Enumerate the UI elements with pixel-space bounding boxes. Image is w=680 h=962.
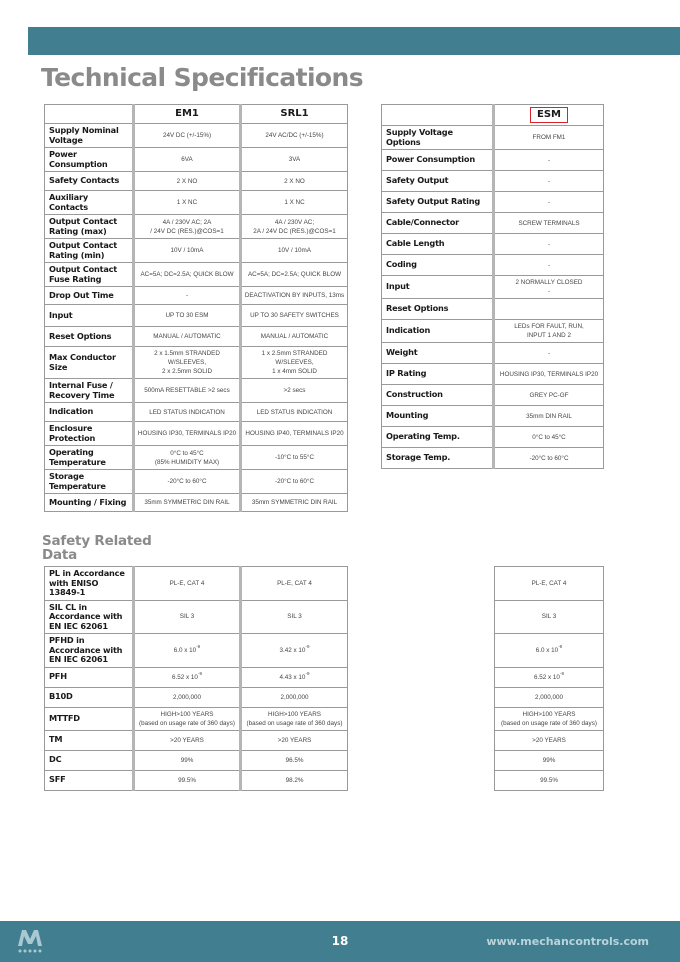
table-row — [382, 320, 604, 343]
table-row — [382, 448, 604, 469]
row-label: Drop Out Time — [45, 287, 134, 305]
table-row — [495, 750, 604, 770]
cell-srl1 — [241, 730, 348, 750]
cell-value: 2,000,000 — [280, 693, 309, 701]
cell-em1: 0°C to 45°C (85% HUMIDITY MAX) — [134, 446, 241, 470]
table-row — [45, 124, 348, 148]
cell-value: SIL 3 — [287, 613, 302, 621]
cell-value: HIGH>100 YEARS (based on usage rate of 360 days) — [139, 710, 235, 727]
row-label: Reset Options — [382, 299, 494, 320]
cell-srl1: MANUAL / AUTOMATIC — [241, 327, 348, 347]
cell-esm: GREY PC-GF — [494, 385, 604, 406]
table-row — [382, 276, 604, 299]
row-label: Internal Fuse / Recovery Time — [45, 379, 134, 403]
cell-em1: - — [134, 287, 241, 305]
cell-value: 99.5% — [178, 776, 196, 784]
table-row — [495, 707, 604, 730]
table-row — [45, 634, 348, 668]
cell-srl1: 10V / 10mA — [241, 239, 348, 263]
cell-value: 98.2% — [285, 776, 304, 784]
row-label: SFF — [45, 770, 134, 790]
cell-esm: - — [494, 234, 604, 255]
cell-value: >20 YEARS — [277, 736, 312, 744]
cell-esm — [495, 634, 604, 668]
row-label: PL in Accordance with ENISO 13849-1 — [45, 567, 134, 601]
cell-esm: 2 NORMALLY CLOSED - — [494, 276, 604, 299]
header-bar — [28, 27, 680, 55]
table-row — [495, 600, 604, 634]
table-row — [45, 667, 348, 687]
cell-esm: HOUSING IP30, TERMINALS IP20 — [494, 364, 604, 385]
column-header-srl1: SRL1 — [241, 105, 348, 124]
row-label: Output Contact Rating (min) — [45, 239, 134, 263]
row-label: Input — [382, 276, 494, 299]
table-row — [495, 667, 604, 687]
corner-cell — [382, 105, 494, 126]
table-row — [382, 255, 604, 276]
cell-esm — [495, 667, 604, 687]
row-label: Cable/Connector — [382, 213, 494, 234]
cell-esm — [495, 707, 604, 730]
cell-value: 4.43 x 10 — [279, 673, 306, 681]
row-label: Power Consumption — [45, 148, 134, 172]
cell-em1: 1 X NC — [134, 191, 241, 215]
cell-em1: LED STATUS INDICATION — [134, 403, 241, 422]
cell-srl1: 4A / 230V AC; 2A / 24V DC (RES.)@COS=1 — [241, 215, 348, 239]
cell-em1: 35mm SYMMETRIC DIN RAIL — [134, 494, 241, 512]
cell-esm: 0°C to 45°C — [494, 427, 604, 448]
cell-value: 6.52 x 10 — [172, 673, 198, 681]
cell-value: PL-E, CAT 4 — [277, 579, 312, 587]
row-label: MTTFD — [45, 707, 134, 730]
row-label: B10D — [45, 687, 134, 707]
table-row — [495, 770, 604, 790]
cell-esm: - — [494, 171, 604, 192]
esm-safety-body — [495, 567, 604, 791]
cell-srl1 — [241, 770, 348, 790]
cell-esm — [495, 750, 604, 770]
cell-em1: 500mA RESETTABLE >2 secs — [134, 379, 241, 403]
cell-value: >20 YEARS — [170, 736, 204, 744]
row-label: Indication — [382, 320, 494, 343]
website-link[interactable]: www.mechancontrols.com — [486, 935, 649, 948]
cell-srl1: 1 X NC — [241, 191, 348, 215]
table-row — [382, 213, 604, 234]
row-label: Mounting — [382, 406, 494, 427]
row-label: Indication — [45, 403, 134, 422]
cell-em1: 24V DC (+/-15%) — [134, 124, 241, 148]
cell-value: 2,000,000 — [534, 693, 563, 701]
table-row — [382, 150, 604, 171]
cell-esm: FROM FM1 — [494, 126, 604, 150]
cell-value: 3.42 x 10 — [279, 646, 306, 654]
cell-em1: 2 X NO — [134, 172, 241, 191]
column-header-em1: EM1 — [134, 105, 241, 124]
cell-em1: HOUSING IP30, TERMINALS IP20 — [134, 422, 241, 446]
cell-srl1 — [241, 687, 348, 707]
cell-value: PL-E, CAT 4 — [531, 579, 567, 587]
exponent: -9 — [197, 670, 202, 676]
cell-em1 — [134, 687, 241, 707]
row-label: Safety Output Rating — [382, 192, 494, 213]
row-label: PFHD in Accordance with EN IEC 62061 — [45, 634, 134, 668]
cell-esm — [495, 567, 604, 601]
table-row — [45, 148, 348, 172]
cell-srl1 — [241, 634, 348, 668]
cell-esm — [495, 687, 604, 707]
table-row — [495, 687, 604, 707]
cell-esm: 35mm DIN RAIL — [494, 406, 604, 427]
cell-srl1: 35mm SYMMETRIC DIN RAIL — [241, 494, 348, 512]
row-label: Storage Temp. — [382, 448, 494, 469]
cell-esm — [495, 770, 604, 790]
cell-value: HIGH>100 YEARS (based on usage rate of 360 days) — [246, 710, 343, 727]
exponent: -9 — [305, 670, 310, 676]
esm-safety-table — [494, 566, 604, 791]
cell-em1: AC=5A; DC=2.5A; QUICK BLOW — [134, 263, 241, 287]
row-label: Supply Voltage Options — [382, 126, 494, 150]
row-label: Reset Options — [45, 327, 134, 347]
cell-value: 2,000,000 — [172, 693, 201, 701]
cell-srl1: AC=5A; DC=2.5A; QUICK BLOW — [241, 263, 348, 287]
table-row — [382, 343, 604, 364]
row-label: Operating Temp. — [382, 427, 494, 448]
page-number: 18 — [331, 934, 349, 948]
table-row — [45, 379, 348, 403]
esm-highlight-box: ESM — [530, 107, 568, 123]
cell-em1 — [134, 600, 241, 634]
table-row — [45, 191, 348, 215]
main-spec-table — [44, 104, 348, 512]
cell-value: >20 YEARS — [532, 736, 566, 744]
cell-em1: 6VA — [134, 148, 241, 172]
table-row — [45, 494, 348, 512]
cell-srl1: -20°C to 60°C — [241, 470, 348, 494]
cell-srl1 — [241, 567, 348, 601]
row-label: Coding — [382, 255, 494, 276]
cell-value: 96.5% — [285, 756, 304, 764]
row-label: Auxiliary Contacts — [45, 191, 134, 215]
cell-em1: MANUAL / AUTOMATIC — [134, 327, 241, 347]
table-row — [382, 364, 604, 385]
safety-body — [45, 567, 348, 791]
cell-em1 — [134, 634, 241, 668]
cell-em1 — [134, 770, 241, 790]
cell-srl1: 24V AC/DC (+/-15%) — [241, 124, 348, 148]
cell-value: 6.0 x 10 — [535, 646, 559, 654]
cell-srl1: 2 X NO — [241, 172, 348, 191]
section-heading-safety: Safety Related Data — [42, 533, 152, 563]
cell-esm: - — [494, 192, 604, 213]
table-row — [382, 234, 604, 255]
cell-em1 — [134, 667, 241, 687]
cell-esm: - — [494, 255, 604, 276]
table-row — [382, 192, 604, 213]
cell-value: 99.5% — [540, 776, 558, 784]
column-header-esm — [494, 105, 604, 126]
table-row — [45, 172, 348, 191]
row-label: DC — [45, 750, 134, 770]
table-row — [382, 385, 604, 406]
table-row — [45, 239, 348, 263]
main-spec-body — [45, 124, 348, 512]
cell-srl1: 1 x 2.5mm STRANDED W/SLEEVES, 1 x 4mm SOLID — [241, 347, 348, 379]
footer-bar — [0, 921, 680, 962]
table-row — [45, 750, 348, 770]
table-row — [45, 600, 348, 634]
cell-value: 6.52 x 10 — [534, 673, 560, 681]
table-row — [45, 730, 348, 750]
table-row — [495, 634, 604, 668]
table-row — [45, 347, 348, 379]
table-row — [382, 406, 604, 427]
cell-em1: -20°C to 60°C — [134, 470, 241, 494]
table-row — [382, 299, 604, 320]
cell-value: 99% — [180, 756, 194, 764]
cell-value: HIGH>100 YEARS (based on usage rate of 360 days) — [501, 710, 597, 727]
row-label: Max Conductor Size — [45, 347, 134, 379]
cell-em1 — [134, 750, 241, 770]
row-label: Output Contact Rating (max) — [45, 215, 134, 239]
page-title: Technical Specifications — [41, 63, 363, 92]
row-label: Power Consumption — [382, 150, 494, 171]
cell-srl1 — [241, 750, 348, 770]
table-row — [45, 567, 348, 601]
cell-esm — [495, 730, 604, 750]
row-label: IP Rating — [382, 364, 494, 385]
table-row — [382, 126, 604, 150]
cell-srl1: HOUSING IP40, TERMINALS IP20 — [241, 422, 348, 446]
cell-value: SIL 3 — [541, 613, 557, 621]
table-row — [45, 770, 348, 790]
table-row — [382, 171, 604, 192]
table-row — [45, 215, 348, 239]
safety-table — [44, 566, 348, 791]
cell-esm: LEDs FOR FAULT, RUN, INPUT 1 AND 2 — [494, 320, 604, 343]
cell-em1: UP TO 30 ESM — [134, 305, 241, 327]
table-row — [45, 446, 348, 470]
cell-em1: 2 x 1.5mm STRANDED W/SLEEVES, 2 x 2.5mm SOLID — [134, 347, 241, 379]
row-label: Cable Length — [382, 234, 494, 255]
cell-srl1 — [241, 667, 348, 687]
cell-value: 99% — [542, 756, 556, 764]
esm-spec-table — [381, 104, 604, 469]
table-row — [45, 470, 348, 494]
table-row — [45, 422, 348, 446]
cell-value: PL-E, CAT 4 — [169, 579, 205, 587]
right-column — [381, 104, 603, 791]
cell-value: SIL 3 — [179, 613, 195, 621]
exponent: -9 — [196, 643, 201, 649]
corner-cell — [45, 105, 134, 124]
row-label: Input — [45, 305, 134, 327]
cell-srl1: -10°C to 55°C — [241, 446, 348, 470]
cell-esm: -20°C to 60°C — [494, 448, 604, 469]
table-row — [495, 730, 604, 750]
cell-esm — [495, 600, 604, 634]
row-label: SIL CL in Accordance with EN IEC 62061 — [45, 600, 134, 634]
table-row — [45, 287, 348, 305]
row-label: Mounting / Fixing — [45, 494, 134, 512]
table-row — [495, 567, 604, 601]
row-label: Operating Temperature — [45, 446, 134, 470]
cell-srl1: DEACTIVATION BY INPUTS, 13ms — [241, 287, 348, 305]
cell-esm — [494, 299, 604, 320]
exponent: -9 — [559, 670, 564, 676]
cell-esm: - — [494, 150, 604, 171]
cell-srl1: >2 secs — [241, 379, 348, 403]
esm-safety-wrap — [494, 566, 603, 791]
row-label: PFH — [45, 667, 134, 687]
row-label: Safety Output — [382, 171, 494, 192]
table-row — [45, 687, 348, 707]
row-label: Weight — [382, 343, 494, 364]
table-row — [45, 305, 348, 327]
table-row — [45, 403, 348, 422]
table-row — [45, 327, 348, 347]
esm-spec-body — [382, 126, 604, 469]
table-row — [45, 707, 348, 730]
row-label: Output Contact Fuse Rating — [45, 263, 134, 287]
cell-em1 — [134, 730, 241, 750]
cell-srl1: UP TO 30 SAFETY SWITCHES — [241, 305, 348, 327]
cell-srl1: 3VA — [241, 148, 348, 172]
exponent: -9 — [558, 643, 563, 649]
row-label: Construction — [382, 385, 494, 406]
cell-esm: SCREW TERMINALS — [494, 213, 604, 234]
table-row — [382, 427, 604, 448]
row-label: Enclosure Protection — [45, 422, 134, 446]
exponent: -9 — [305, 643, 310, 649]
cell-em1: 10V / 10mA — [134, 239, 241, 263]
table-row — [45, 263, 348, 287]
left-column — [44, 104, 347, 791]
row-label: TM — [45, 730, 134, 750]
row-label: Supply Nominal Voltage — [45, 124, 134, 148]
cell-value: 6.0 x 10 — [173, 646, 197, 654]
cell-srl1 — [241, 600, 348, 634]
cell-em1 — [134, 707, 241, 730]
row-label: Storage Temperature — [45, 470, 134, 494]
cell-srl1: LED STATUS INDICATION — [241, 403, 348, 422]
cell-em1 — [134, 567, 241, 601]
row-label: Safety Contacts — [45, 172, 134, 191]
cell-srl1 — [241, 707, 348, 730]
cell-esm: - — [494, 343, 604, 364]
cell-em1: 4A / 230V AC; 2A / 24V DC (RES.)@COS=1 — [134, 215, 241, 239]
